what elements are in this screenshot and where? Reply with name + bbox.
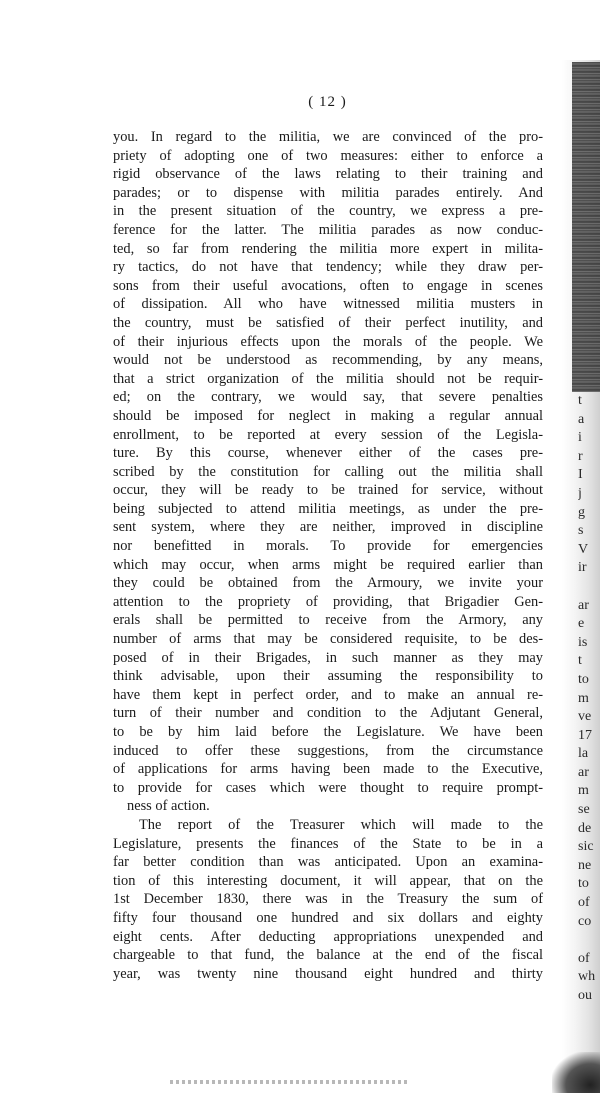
bottom-smudge [170, 1080, 410, 1084]
facing-page-fragment: m [578, 690, 589, 706]
text-line: ness of action. [127, 798, 210, 815]
text-line: eight cents. After deducting appropriations unexpended and [113, 928, 543, 945]
facing-page-bleed-text [578, 392, 600, 1006]
facing-page-fragment [578, 931, 600, 950]
text-line: priety of adopting one of two measures: either to enforce a [113, 147, 543, 164]
facing-page-fragment: t [578, 393, 582, 408]
text-line: that a strict organization of the militia should not be requir- [113, 370, 543, 387]
text-line: enrollment, to be reported at every session of the Legisla- [113, 426, 543, 443]
text-line: number of arms that may be considered requisite, to be des- [113, 631, 543, 648]
text-line: which may occur, when arms might be required earlier than [113, 556, 543, 573]
text-line: ture. By this course, whenever either of the cases pre- [113, 445, 543, 462]
facing-page-fragment: de [578, 820, 592, 836]
text-line: induced to offer these suggestions, from the circumstance [113, 742, 543, 759]
facing-page-fragment: wh [578, 969, 596, 985]
facing-page-fragment: 17 [578, 727, 592, 743]
facing-page-fragment: ir [578, 560, 587, 576]
facing-page-fragment: to [578, 671, 589, 687]
text-line: of their injurious effects upon the morals of the people. We [113, 333, 543, 350]
text-line: of dissipation. All who have witnessed militia musters in [113, 296, 543, 313]
facing-page-fragment: to [578, 876, 589, 892]
page-number: ( 12 ) [308, 94, 347, 110]
text-line: attention to the propriety of providing, that Brigadier Gen- [113, 593, 543, 610]
text-line: sons from their useful avocations, often to engage in scenes [113, 277, 543, 294]
binding-bottom-shadow [552, 1052, 600, 1093]
text-line: 1st December 1830, there was in the Treasury the sum of [113, 891, 543, 908]
text-line: ference for the latter. The militia parades as now conduc- [113, 221, 543, 238]
text-line: the country, must be satisfied of their perfect inutility, and [113, 314, 543, 331]
text-line: in the present situation of the country, we express a pre- [113, 203, 543, 220]
facing-page-fragment: of [578, 950, 590, 966]
text-line: ed; on the contrary, we would say, that severe penalties [113, 389, 543, 406]
facing-page-fragment: ve [578, 709, 592, 725]
facing-page-fragment: r [578, 448, 583, 464]
facing-page-fragment: j [578, 485, 582, 501]
text-line: far better condition than was anticipated. Upon an examina- [113, 854, 543, 871]
facing-page-fragment: s [578, 523, 584, 539]
text-line: scribed by the constitution for calling out the militia shall [113, 463, 543, 480]
text-line: being subjected to attend militia meetings, as under the pre- [113, 500, 543, 517]
facing-page-fragment: t [578, 653, 582, 669]
text-line: have them kept in perfect order, and to make an annual re- [113, 686, 543, 703]
facing-page-fragment: ou [578, 988, 592, 1003]
text-line: ry tactics, do not have that tendency; while they draw per- [113, 259, 543, 276]
text-line: to provide for cases which were thought to require prompt- [113, 779, 543, 796]
facing-page-fragment: se [578, 802, 590, 818]
facing-page-fragment: la [578, 746, 589, 762]
text-line: turn of their number and condition to the Adjutant General, [113, 705, 543, 722]
facing-page-fragment: co [578, 913, 592, 929]
binding-edge-shadow [572, 62, 600, 392]
text-line: nor benefitted in morals. To provide for emergencies [113, 538, 543, 555]
text-line: think advisable, upon their assuming the responsibility to [113, 668, 543, 685]
text-line: to be by him laid before the Legislature. We have been [113, 724, 543, 740]
facing-page-fragment: m [578, 783, 589, 799]
body-text [113, 128, 543, 983]
facing-page-fragment: e [578, 616, 585, 632]
facing-page-fragment: ar [578, 764, 589, 780]
text-line: rigid observance of the laws relating to their training and [113, 166, 543, 183]
facing-page-fragment: ne [578, 857, 592, 873]
text-line: would not be understood as recommending, by any means, [113, 352, 543, 369]
facing-page-fragment: V [578, 541, 589, 557]
text-line: fifty four thousand one hundred and six dollars and eighty [113, 909, 543, 926]
facing-page-fragment: of [578, 895, 590, 911]
text-line: you. In regard to the militia, we are convinced of the pro- [113, 129, 543, 145]
text-line: ted, so far from rendering the militia more expert in milita- [113, 240, 543, 257]
text-line: year, was twenty nine thousand eight hundred and thirty [113, 965, 543, 982]
text-line: Legislature, presents the finances of the State to be in a [113, 835, 543, 852]
facing-page-fragment: ar [578, 597, 589, 613]
facing-page-fragment: i [578, 430, 582, 446]
facing-page-fragment [578, 578, 600, 597]
facing-page-fragment: a [578, 411, 585, 427]
facing-page-fragment: sic [578, 839, 594, 855]
text-line: erals shall be permitted to receive from the Armory, any [113, 612, 543, 629]
text-line: tion of this interesting document, it will appear, that on the [113, 872, 543, 889]
facing-page-fragment: g [578, 504, 585, 520]
text-line: should be imposed for neglect in making a regular annual [113, 407, 543, 424]
facing-page-fragment: I [578, 467, 583, 483]
text-line: sent system, where they are neither, improved in discipline [113, 519, 543, 536]
text-line: of applications for arms having been made to the Executive, [113, 761, 543, 778]
text-line: occur, they will be ready to be trained for service, without [113, 482, 543, 499]
text-line: The report of the Treasurer which will made to the [139, 816, 543, 833]
facing-page-fragment: is [578, 634, 588, 650]
text-line: they could be obtained from the Armoury, we invite your [113, 575, 543, 592]
text-line: chargeable to that fund, the balance at the end of the fiscal [113, 947, 543, 964]
text-line: parades; or to dispense with militia parades entirely. And [113, 184, 543, 201]
text-line: posed of in their Brigades, in such manner as they may [113, 649, 543, 666]
